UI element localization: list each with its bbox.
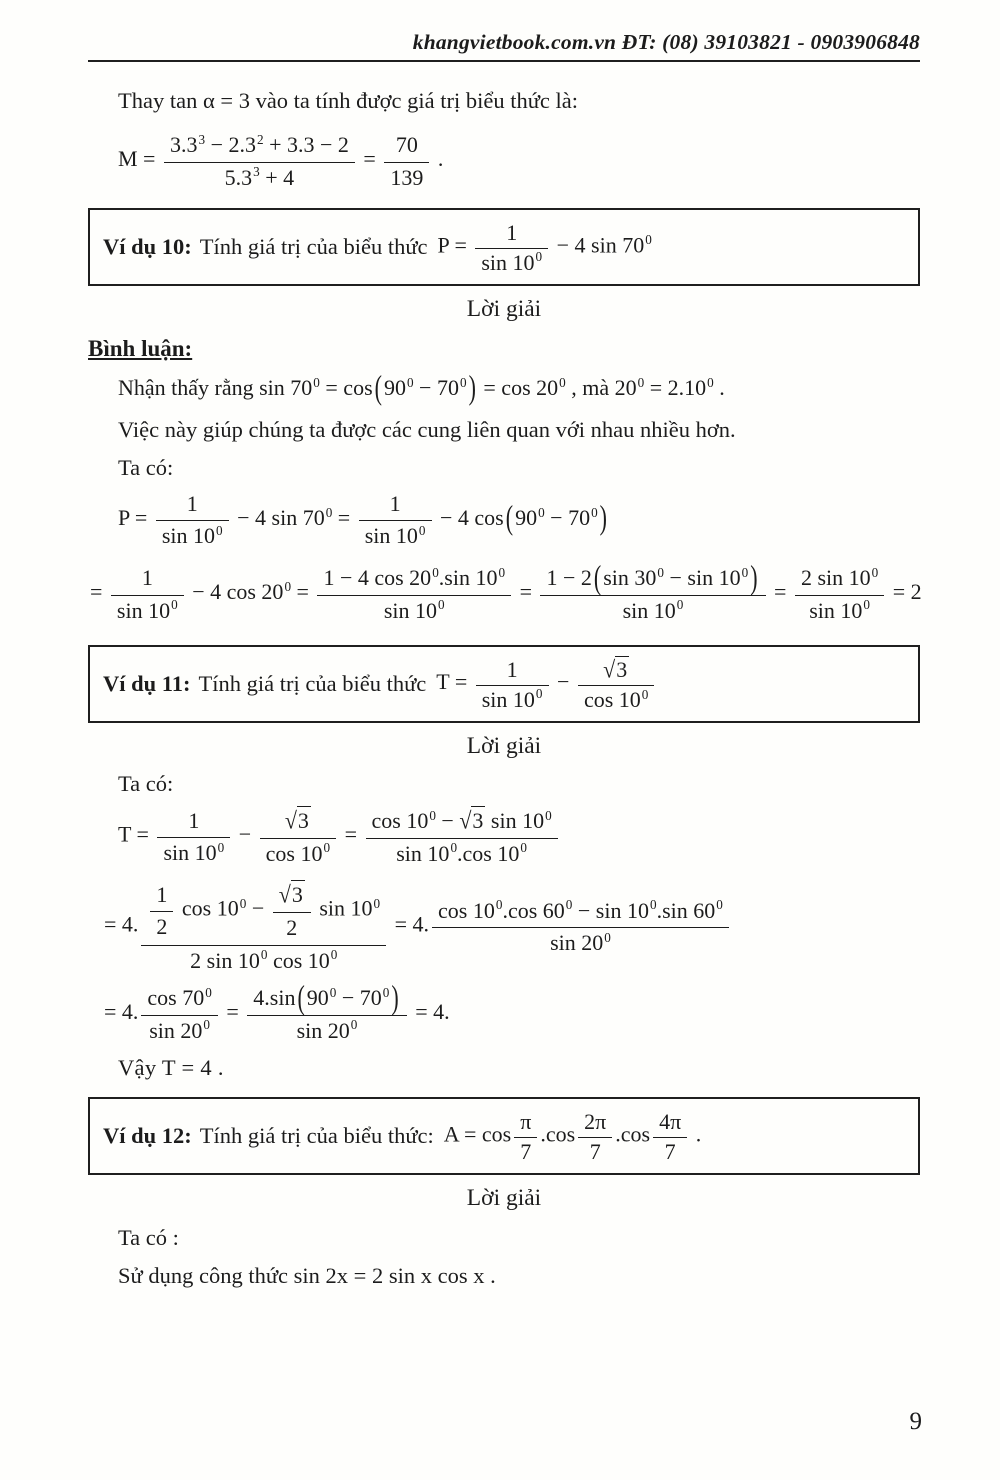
math-text: , mà 20 xyxy=(565,375,637,401)
math-text: = xyxy=(220,999,245,1025)
fraction xyxy=(653,1108,687,1165)
page-number: 9 xyxy=(909,1408,922,1435)
math-text: − xyxy=(246,895,270,921)
math-text: + 3.3 − 2 xyxy=(263,132,349,157)
math-text: 1 xyxy=(389,490,401,516)
superscript: 0 xyxy=(450,840,458,856)
math-text: sin 10 xyxy=(481,249,535,275)
math-text: sin 10 xyxy=(163,840,217,866)
superscript: 0 xyxy=(438,597,445,613)
solution-heading-11: Lời giải xyxy=(466,733,542,760)
superscript: 3 xyxy=(198,131,206,147)
math-text: . xyxy=(690,1121,702,1147)
superscript: 0 xyxy=(565,897,573,913)
math-text: sin 20 xyxy=(550,930,604,956)
superscript: 3 xyxy=(253,164,260,180)
math-text: .cos xyxy=(615,1121,651,1147)
solution-heading-12: Lời giải xyxy=(466,1185,542,1212)
superscript: 0 xyxy=(535,249,543,265)
fraction xyxy=(141,983,217,1045)
fraction xyxy=(384,130,429,192)
math-text: 139 xyxy=(390,164,424,190)
math-text: sin 10 xyxy=(485,808,545,834)
math-text: cos 70 xyxy=(147,985,205,1011)
page-header xyxy=(88,30,920,55)
superscript: 0 xyxy=(641,686,649,702)
math-text: = xyxy=(339,821,363,847)
math-text: 4π xyxy=(659,1108,682,1134)
math-text: sin 20 xyxy=(149,1017,203,1043)
fraction xyxy=(156,489,229,551)
superscript: 0 xyxy=(313,374,320,390)
superscript: 0 xyxy=(330,947,338,963)
example-11-box xyxy=(88,645,920,723)
superscript: 0 xyxy=(637,374,645,390)
conclusion-t: Vậy T = 4 . xyxy=(118,1055,224,1081)
superscript: 0 xyxy=(350,1017,358,1033)
math-text: .cos 10 xyxy=(457,840,520,866)
superscript: 2 xyxy=(256,131,264,147)
superscript: 0 xyxy=(418,523,426,539)
fraction xyxy=(359,489,432,551)
math-text: − sin 10 xyxy=(664,564,741,590)
math-text: .sin 60 xyxy=(656,897,716,923)
superscript: 0 xyxy=(520,840,527,856)
math-text: P = xyxy=(437,232,473,258)
math-text: = 2 xyxy=(887,579,922,605)
math-text: sin 10 xyxy=(313,895,373,921)
comment-note: Việc này giúp chúng ta được các cung liên quan với nhau nhiều hơn. xyxy=(118,416,736,442)
equation-m xyxy=(118,130,920,192)
superscript: 0 xyxy=(871,564,879,580)
math-text: 2 xyxy=(156,914,168,940)
superscript: 0 xyxy=(406,374,414,390)
superscript: 0 xyxy=(649,897,657,913)
math-text: sin 20 xyxy=(296,1017,350,1043)
math-text: 90 xyxy=(306,985,329,1011)
math-text: sin 10 xyxy=(396,840,450,866)
superscript: 0 xyxy=(373,895,381,911)
comment-heading: Bình luận: xyxy=(88,336,193,362)
fraction xyxy=(273,879,311,942)
fraction xyxy=(578,655,654,713)
math-text: .sin 10 xyxy=(438,564,498,590)
math-text: − 70 xyxy=(413,375,459,401)
example-12-box xyxy=(88,1097,920,1175)
math-text: sin 10 xyxy=(364,523,418,549)
math-text: 5.3 xyxy=(224,164,253,190)
math-text: − 4 sin 70 xyxy=(551,232,645,258)
fraction xyxy=(432,896,729,958)
sqrt: √3 xyxy=(278,881,303,909)
superscript: 0 xyxy=(382,984,390,1000)
math-text: cos 10 xyxy=(176,895,239,921)
equation-t-step2 xyxy=(104,878,920,975)
ta-co-11: Ta có: xyxy=(118,771,174,797)
superscript: 0 xyxy=(205,984,212,1000)
math-text: 7 xyxy=(589,1138,601,1164)
paren-group: $(90^0 - 70^0)$ xyxy=(505,497,607,537)
example-12-expression xyxy=(444,1108,701,1165)
header-divider xyxy=(88,60,920,62)
example-10-box xyxy=(88,208,920,286)
math-text: 1 − 4 cos 20 xyxy=(323,564,432,590)
math-text: cos 10 xyxy=(583,687,641,713)
ta-co-12: Ta có : xyxy=(118,1225,179,1251)
math-text: − xyxy=(233,821,257,847)
math-text: 90 xyxy=(515,504,538,530)
superscript: 0 xyxy=(707,374,714,390)
math-text: = 4. xyxy=(409,999,450,1025)
example-11-label: Ví dụ 11: xyxy=(103,671,191,697)
superscript: 0 xyxy=(260,947,268,963)
example-10-label: Ví dụ 10: xyxy=(103,234,192,260)
math-text: . xyxy=(713,375,725,401)
solution-heading-10: Lời giải xyxy=(466,296,542,323)
math-text: = 2.10 xyxy=(644,375,707,401)
math-text: − xyxy=(435,808,460,834)
formula-note: Sử dụng công thức sin 2x = 2 sin x cos x . xyxy=(118,1263,496,1289)
superscript: 0 xyxy=(545,807,552,823)
math-text: = xyxy=(768,579,792,605)
paren-group: (sin $30^0 - \sin 10^0$) xyxy=(593,557,758,597)
superscript: 0 xyxy=(429,807,436,823)
paren-group: $(90^0 - 70^0)$ xyxy=(374,367,476,407)
fraction xyxy=(578,1108,612,1165)
superscript: 0 xyxy=(432,564,439,580)
equation-t-step3 xyxy=(104,977,920,1045)
paren-group: $(90^0 - 70^0)$ xyxy=(297,977,399,1017)
math-text: = cos xyxy=(319,375,373,401)
math-text: sin 10 xyxy=(622,597,676,623)
math-text: Nhận thấy rằng sin 70 xyxy=(118,375,313,401)
paren-content xyxy=(603,565,748,590)
math-text: = xyxy=(332,504,356,530)
math-text: 2 xyxy=(286,914,298,940)
equation-t-step1 xyxy=(118,805,920,868)
superscript: 0 xyxy=(645,231,652,247)
superscript: 0 xyxy=(329,984,337,1000)
math-text: 3.3 xyxy=(169,132,198,157)
math-text: cos 10 xyxy=(267,947,330,973)
superscript: 0 xyxy=(657,564,665,580)
math-text: = xyxy=(514,579,538,605)
fraction xyxy=(150,880,173,942)
math-text: T = xyxy=(436,669,473,695)
superscript: 0 xyxy=(741,564,749,580)
superscript: 0 xyxy=(325,504,333,520)
example-10-prompt: Tính giá trị của biểu thức xyxy=(199,234,428,260)
math-text: 2 sin 10 xyxy=(190,947,260,973)
math-text: M = xyxy=(118,146,161,172)
math-text: = 4. xyxy=(389,911,430,937)
example-10-expression xyxy=(438,219,652,276)
sqrt: √3 xyxy=(603,656,628,684)
fraction xyxy=(247,977,406,1045)
math-text: 1 xyxy=(188,807,200,833)
math-text: sin 10 xyxy=(809,597,863,623)
math-text: 7 xyxy=(520,1138,532,1164)
math-text: π xyxy=(520,1108,532,1134)
superscript: 0 xyxy=(239,895,247,911)
math-text: − 4 cos 20 xyxy=(186,579,284,605)
math-text: − 4 cos xyxy=(434,504,504,530)
fraction xyxy=(475,219,548,276)
math-text: sin 10 xyxy=(116,597,171,623)
paren-content xyxy=(384,375,467,400)
superscript: 0 xyxy=(284,578,292,594)
superscript: 0 xyxy=(459,374,467,390)
math-text: 70 xyxy=(395,132,418,157)
math-text: . xyxy=(432,146,444,172)
paren-content xyxy=(307,985,390,1010)
publisher-header-text: khangvietbook.com.vn ĐT: (08) 39103821 - 0903906848 xyxy=(412,30,920,54)
example-11-expression xyxy=(436,655,657,713)
fraction xyxy=(540,557,765,625)
math-text: 1 − 2 xyxy=(546,564,592,590)
comment-observation xyxy=(118,367,920,407)
example-12-label: Ví dụ 12: xyxy=(103,1123,192,1149)
sqrt: √3 xyxy=(459,807,484,835)
math-text: + 4 xyxy=(259,164,295,190)
math-text: 7 xyxy=(664,1138,676,1164)
math-text: sin 10 xyxy=(481,686,535,712)
math-text: 2 sin 10 xyxy=(800,564,871,590)
math-text: cos 10 xyxy=(265,840,323,866)
math-text: cos 10 xyxy=(371,808,429,834)
fraction xyxy=(476,656,549,713)
math-text: − xyxy=(551,669,575,695)
math-text: T = xyxy=(118,821,155,847)
math-text: 90 xyxy=(383,375,406,401)
math-text: − 4 sin 70 xyxy=(231,504,325,530)
intro-text: Thay tan α = 3 vào ta tính được giá trị biểu thức là: xyxy=(118,88,579,113)
fraction xyxy=(141,878,386,975)
math-text: 1 xyxy=(156,881,168,907)
math-text: 4.sin xyxy=(253,985,296,1011)
math-text: cos 10 xyxy=(438,897,495,923)
superscript: 0 xyxy=(591,504,598,520)
superscript: 0 xyxy=(171,597,178,613)
equation-p-step1 xyxy=(118,489,920,551)
fraction xyxy=(514,1108,537,1165)
math-text: = xyxy=(90,579,108,605)
math-text: 1 xyxy=(141,564,153,590)
math-text: = cos 20 xyxy=(477,375,559,401)
paren-content xyxy=(515,505,598,530)
math-text: sin 10 xyxy=(161,523,216,549)
superscript: 0 xyxy=(863,597,870,613)
math-text: = 4. xyxy=(104,999,139,1025)
fraction xyxy=(317,563,511,625)
superscript: 0 xyxy=(216,523,223,539)
example-12-prompt: Tính giá trị của biểu thức: xyxy=(199,1123,434,1149)
math-text: − sin 10 xyxy=(572,897,649,923)
example-11-prompt: Tính giá trị của biểu thức xyxy=(198,671,427,697)
fraction xyxy=(157,806,230,868)
math-text: .cos xyxy=(540,1121,576,1147)
math-text: P = xyxy=(118,504,153,530)
math-text: = xyxy=(357,146,382,172)
math-text: = 4. xyxy=(104,911,139,937)
superscript: 0 xyxy=(538,504,545,520)
fraction xyxy=(795,563,884,625)
ta-co-comment: Ta có: xyxy=(118,454,174,480)
math-text: .cos 60 xyxy=(502,897,565,923)
superscript: 0 xyxy=(716,897,723,913)
superscript: 0 xyxy=(535,686,543,702)
math-text: 1 xyxy=(506,656,518,682)
math-text: − 2.3 xyxy=(205,132,256,157)
superscript: 0 xyxy=(217,839,225,855)
math-text: − 70 xyxy=(544,504,591,530)
fraction xyxy=(260,805,336,868)
sqrt: √3 xyxy=(284,807,309,835)
equation-p-step2 xyxy=(90,557,922,625)
math-text: 1 xyxy=(186,490,198,516)
math-text: A = cos xyxy=(443,1121,512,1147)
superscript: 0 xyxy=(495,897,503,913)
math-text: 2π xyxy=(584,1108,607,1134)
math-text: sin 30 xyxy=(603,564,657,590)
superscript: 0 xyxy=(676,597,684,613)
math-text: = xyxy=(291,579,315,605)
superscript: 0 xyxy=(498,564,506,580)
math-text: 1 xyxy=(506,219,518,245)
fraction xyxy=(366,805,558,868)
fraction xyxy=(111,563,184,625)
math-text: − 70 xyxy=(336,985,382,1011)
superscript: 0 xyxy=(559,374,566,390)
superscript: 0 xyxy=(323,840,331,856)
math-text: sin 10 xyxy=(383,597,438,623)
fraction xyxy=(164,130,355,192)
superscript: 0 xyxy=(203,1017,211,1033)
superscript: 0 xyxy=(604,929,611,945)
